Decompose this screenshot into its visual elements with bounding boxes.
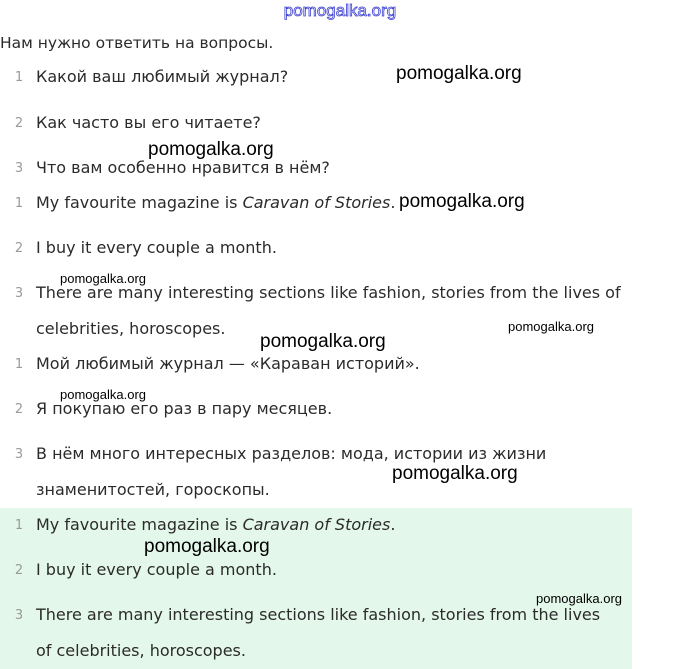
answer-text: I buy it every couple a month.	[36, 238, 277, 257]
final-answer-text: I buy it every couple a month.	[36, 560, 277, 579]
question-line	[0, 158, 680, 182]
line-number: 2	[14, 402, 24, 417]
final-answer-line	[0, 605, 680, 629]
line-number: 3	[14, 447, 24, 462]
final-answer-text: There are many interesting sections like fashion, stories from the lives	[36, 605, 601, 624]
answer-text: celebrities, horoscopes.	[36, 319, 226, 338]
final-answer-line-continued	[0, 641, 680, 665]
translation-line	[0, 444, 680, 468]
answer-text: There are many interesting sections like fashion, stories from the lives of	[36, 283, 621, 302]
watermark: pomogalka.org	[396, 63, 522, 84]
answer-text	[36, 193, 395, 212]
line-number: 2	[14, 116, 24, 131]
final-answer-line	[0, 560, 680, 584]
question-text: Что вам особенно нравится в нём?	[36, 158, 330, 177]
translation-text: Я покупаю его раз в пару месяцев.	[36, 399, 333, 418]
watermark: pomogalka.org	[60, 387, 146, 402]
intro-text: Нам нужно ответить на вопросы.	[0, 34, 274, 52]
answer-text-start: My favourite magazine is	[36, 515, 243, 534]
watermark: pomogalka.org	[144, 536, 270, 557]
answer-line	[0, 238, 680, 262]
translation-line	[0, 354, 680, 378]
line-number: 1	[14, 357, 24, 372]
translation-text: В нём много интересных разделов: мода, истории из жизни	[36, 444, 547, 463]
watermark: pomogalka.org	[392, 463, 518, 484]
translation-line	[0, 399, 680, 423]
answer-line	[0, 283, 680, 307]
answer-line	[0, 193, 680, 217]
header-watermark[interactable]: pomogalka.org	[283, 1, 397, 20]
final-answer-text	[36, 515, 395, 534]
final-answer-text: of celebrities, horoscopes.	[36, 641, 246, 660]
watermark: pomogalka.org	[60, 271, 146, 286]
line-number: 1	[14, 70, 24, 85]
question-line	[0, 67, 680, 91]
magazine-title: Caravan of Stories	[242, 515, 391, 534]
watermark: pomogalka.org	[260, 331, 386, 352]
watermark: pomogalka.org	[399, 191, 525, 212]
answer-text-end: .	[390, 193, 396, 212]
question-line	[0, 113, 680, 137]
watermark: pomogalka.org	[536, 591, 622, 606]
question-text: Как часто вы его читаете?	[36, 113, 261, 132]
translation-text: знаменитостей, гороскопы.	[36, 480, 270, 499]
answer-text-start: My favourite magazine is	[36, 193, 243, 212]
line-number: 1	[14, 196, 24, 211]
line-number: 3	[14, 286, 24, 301]
line-number: 3	[14, 161, 24, 176]
line-number: 2	[14, 241, 24, 256]
question-text: Какой ваш любимый журнал?	[36, 67, 289, 86]
line-number: 2	[14, 563, 24, 578]
final-answer-line	[0, 515, 680, 539]
answer-text-end: .	[390, 515, 396, 534]
line-number: 1	[14, 518, 24, 533]
line-number: 3	[14, 608, 24, 623]
magazine-title: Caravan of Stories	[242, 193, 391, 212]
translation-line-continued	[0, 480, 680, 504]
watermark: pomogalka.org	[148, 139, 274, 160]
translation-text: Мой любимый журнал — «Караван историй».	[36, 354, 420, 373]
watermark: pomogalka.org	[508, 319, 594, 334]
